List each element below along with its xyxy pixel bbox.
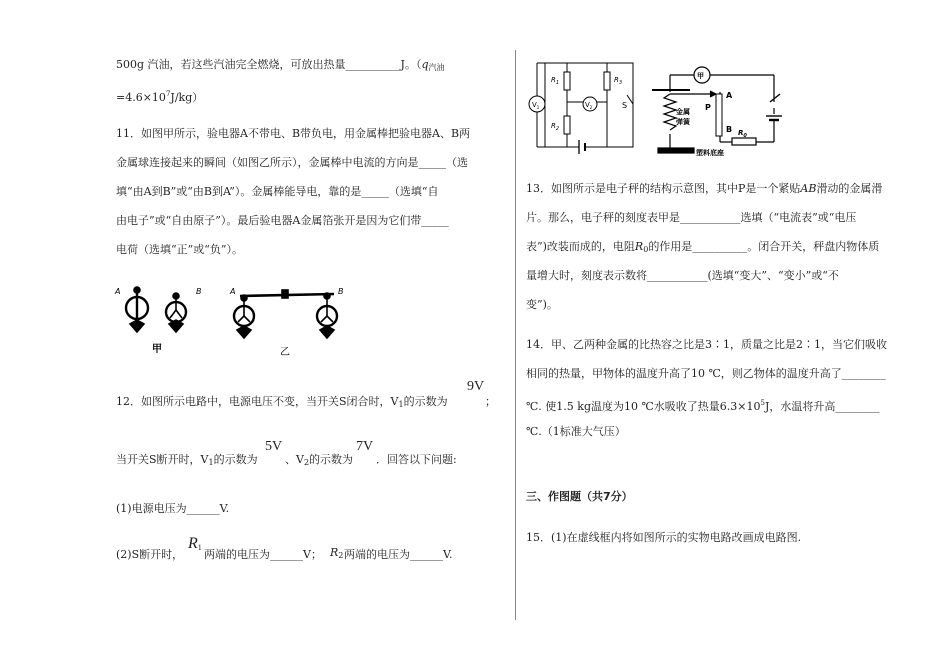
q11-line3: 填“由A到B”或“由B到A”）。金属棒能导电，靠的是_____（选填“自 [116,185,439,198]
scale-b-label: B [726,125,733,134]
q11-line4: 由电子”或“自由原子”）。最后验电器A金属箔张开是因为它们带_____ [116,214,449,227]
q11-line2: 金属球连接起来的瞬间（如图乙所示），金属棒中电流的方向是_____（选 [116,156,468,169]
q13-line1: 13．如图所示是电子秤的结构示意图，其中P是一个紧贴AB滑动的金属滑 [526,182,883,195]
q12-line2: 当开关S断开时，$V_1$的示数为 [116,453,258,467]
column-divider [515,50,516,620]
scale-r0-label: $R_0$ [738,129,747,139]
q14-line3: ℃. 使1.5 kg温度为10 ℃水吸收了热量$6.3\times 10^5J$，水温将升高________ [526,399,880,413]
fig-yi-label-b: B [338,287,344,296]
q14-line2: 相同的热量，甲物体的温度升高了10 ℃，则乙物体的温度升高了________ [526,367,886,380]
circuit-r1-label: $R_1$ [551,76,560,86]
q10-line1: 500g 汽油，若这些汽油完全燃烧，可放出热量__________J。（$q_{汽油}$ [116,58,445,72]
fig-jia-label-b: B [196,287,202,296]
scale-figure [646,64,788,156]
q13-line2: 片。那么，电子秤的刻度表甲是___________选填（“电流表”或“电压 [526,211,857,224]
circuit-r3-label: $R_3$ [614,76,623,86]
fig-yi-label-a: A [230,287,236,296]
circuit-v2-label: $V_2$ [585,101,593,110]
circuit-figure [527,60,645,158]
circuit-switch-label: S [622,101,628,110]
q13-line5: 变”)。 [526,298,558,311]
scale-spring-label-1: 金属 [676,108,690,116]
q11-line1: 11．如图甲所示，验电器A不带电、B带负电，用金属棒把验电器A、B两 [116,127,471,140]
scale-base-label: 塑料底座 [696,149,724,156]
q12-value-5v: 5V [265,439,283,454]
q12-r2: $R_2$ [330,546,344,560]
q12-part2a: (2)S断开时， [116,548,184,561]
electroscope-jia-a [126,287,148,332]
scale-p-label: P [705,103,711,112]
q12-part2c: 两端的电压为______V. [344,548,453,561]
electroscope-jia-b [166,293,186,332]
q12-line2-mid: 、$V_2$的示数为 [285,453,354,467]
scale-a-label: A [726,91,733,100]
scale-meter-label: 甲 [697,72,704,80]
q13-line3: 表”)改装而成的，电阻$R_0$的作用是__________。闭合开关，秤盘内物体质 [526,240,880,254]
section-3-heading: 三、作图题（共7分） [526,490,633,503]
circuit-r2-label: $R_2$ [551,122,560,132]
q12-part1: (1)电源电压为______V. [116,502,230,515]
q12-part2b: 两端的电压为______V； [204,548,322,561]
q13-line4: 量增大时，刻度表示数将___________(选填“变大”、“变小”或“不 [526,269,839,282]
q12-value-9v: 9V [467,379,485,394]
q12-line1: 12．如图所示电路中，电源电压不变，当开关S闭合时，$V_1$的示数为 [116,395,448,409]
q12-value-7v: 7V [356,439,374,454]
q12-line1-end: ； [485,395,496,408]
q14-line1: 14．甲、乙两种金属的比热容之比是3∶1，质量之比是2∶1，当它们吸收 [526,338,887,351]
electroscope-yi [234,290,337,338]
q12-r1: $R_1$ [188,535,202,552]
q11-line5: 电荷（选填“正”或“负”）。 [116,243,243,256]
q15-line1: 15．(1)在虚线框内将如图所示的实物电路改画成电路图. [526,531,802,544]
q10-line2: $=4.6\times 10^7J/kg$） [116,90,204,104]
fig-jia-label-a: A [115,287,121,296]
fig-jia-caption: 甲 [152,344,162,355]
circuit-v1-label: $V_1$ [532,101,540,110]
q14-line4: ℃.（1标准大气压） [526,425,626,438]
fig-yi-caption: 乙 [280,347,290,358]
scale-spring-label-2: 弹簧 [676,118,690,126]
electroscope-figure [112,282,352,362]
q12-line2-end: ．回答以下问题: [376,453,457,466]
